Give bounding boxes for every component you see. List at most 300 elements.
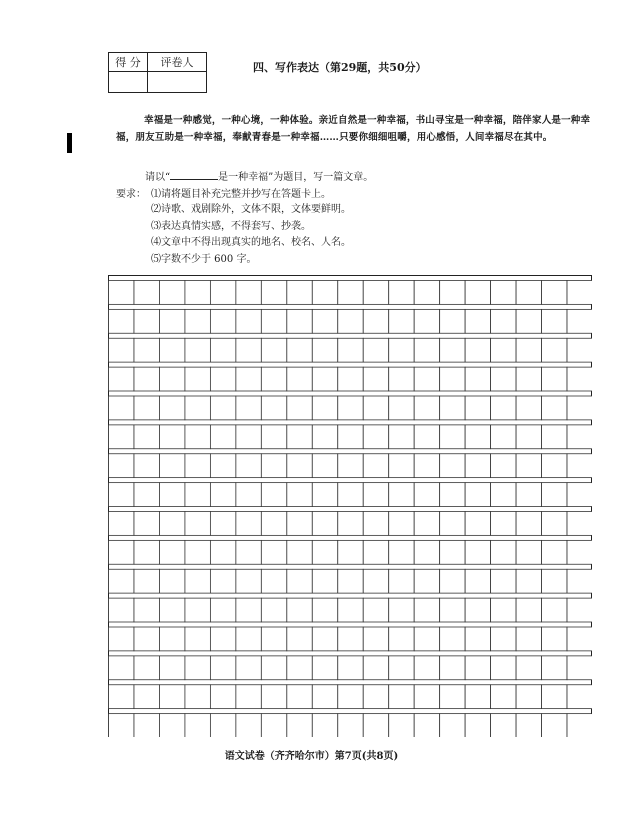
grid-cell[interactable] xyxy=(414,396,439,420)
grid-cell[interactable] xyxy=(159,714,184,737)
grid-cell[interactable] xyxy=(465,454,490,478)
grid-cell[interactable] xyxy=(261,627,286,651)
grid-cell[interactable] xyxy=(440,367,465,391)
grid-cell[interactable] xyxy=(516,425,541,449)
grid-cell[interactable] xyxy=(389,540,414,564)
grid-cell[interactable] xyxy=(134,656,159,680)
grid-cell[interactable] xyxy=(159,396,184,420)
grid-cell[interactable] xyxy=(338,483,363,507)
grid-cell[interactable] xyxy=(363,367,388,391)
grader-cell[interactable] xyxy=(148,72,207,93)
grid-cell[interactable] xyxy=(312,281,337,305)
grid-cell[interactable] xyxy=(236,338,261,362)
grid-cell[interactable] xyxy=(440,396,465,420)
grid-cell[interactable] xyxy=(312,425,337,449)
grid-cell[interactable] xyxy=(338,512,363,536)
grid-cell[interactable] xyxy=(516,569,541,593)
grid-cell[interactable] xyxy=(567,656,592,680)
grid-cell[interactable] xyxy=(134,367,159,391)
grid-cell[interactable] xyxy=(185,454,210,478)
grid-cell[interactable] xyxy=(210,309,235,333)
grid-cell[interactable] xyxy=(185,685,210,709)
grid-cell[interactable] xyxy=(567,454,592,478)
grid-cell[interactable] xyxy=(516,627,541,651)
grid-cell[interactable] xyxy=(363,598,388,622)
grid-cell[interactable] xyxy=(210,396,235,420)
grid-cell[interactable] xyxy=(414,367,439,391)
grid-cell[interactable] xyxy=(389,685,414,709)
grid-cell[interactable] xyxy=(542,627,567,651)
grid-cell[interactable] xyxy=(312,483,337,507)
grid-cell[interactable] xyxy=(516,338,541,362)
grid-cell[interactable] xyxy=(465,627,490,651)
grid-cell[interactable] xyxy=(440,512,465,536)
grid-cell[interactable] xyxy=(542,309,567,333)
grid-cell[interactable] xyxy=(414,627,439,651)
grid-cell[interactable] xyxy=(338,309,363,333)
grid-cell[interactable] xyxy=(389,598,414,622)
grid-cell[interactable] xyxy=(465,512,490,536)
grid-cell[interactable] xyxy=(159,338,184,362)
grid-cell[interactable] xyxy=(542,685,567,709)
grid-cell[interactable] xyxy=(491,454,516,478)
grid-cell[interactable] xyxy=(389,512,414,536)
title-blank[interactable] xyxy=(170,169,218,180)
grid-cell[interactable] xyxy=(287,338,312,362)
grid-cell[interactable] xyxy=(236,627,261,651)
grid-cell[interactable] xyxy=(542,396,567,420)
grid-cell[interactable] xyxy=(210,569,235,593)
grid-cell[interactable] xyxy=(134,512,159,536)
grid-cell[interactable] xyxy=(236,540,261,564)
grid-cell[interactable] xyxy=(312,396,337,420)
grid-cell[interactable] xyxy=(389,338,414,362)
grid-cell[interactable] xyxy=(134,309,159,333)
grid-cell[interactable] xyxy=(363,309,388,333)
grid-cell[interactable] xyxy=(440,540,465,564)
grid-cell[interactable] xyxy=(491,569,516,593)
grid-cell[interactable] xyxy=(287,367,312,391)
grid-cell[interactable] xyxy=(567,281,592,305)
grid-cell[interactable] xyxy=(185,309,210,333)
grid-cell[interactable] xyxy=(491,425,516,449)
grid-cell[interactable] xyxy=(287,569,312,593)
grid-cell[interactable] xyxy=(542,714,567,737)
grid-cell[interactable] xyxy=(236,685,261,709)
grid-cell[interactable] xyxy=(363,396,388,420)
grid-cell[interactable] xyxy=(109,483,134,507)
grid-cell[interactable] xyxy=(287,281,312,305)
grid-cell[interactable] xyxy=(236,656,261,680)
grid-cell[interactable] xyxy=(109,685,134,709)
grid-cell[interactable] xyxy=(261,483,286,507)
grid-cell[interactable] xyxy=(542,454,567,478)
grid-cell[interactable] xyxy=(210,656,235,680)
grid-cell[interactable] xyxy=(465,425,490,449)
grid-cell[interactable] xyxy=(465,338,490,362)
grid-cell[interactable] xyxy=(261,569,286,593)
grid-cell[interactable] xyxy=(338,656,363,680)
grid-cell[interactable] xyxy=(312,338,337,362)
grid-cell[interactable] xyxy=(261,396,286,420)
grid-cell[interactable] xyxy=(338,714,363,737)
grid-cell[interactable] xyxy=(542,540,567,564)
grid-cell[interactable] xyxy=(414,598,439,622)
grid-cell[interactable] xyxy=(312,685,337,709)
grid-cell[interactable] xyxy=(363,685,388,709)
grid-cell[interactable] xyxy=(516,367,541,391)
grid-cell[interactable] xyxy=(567,685,592,709)
grid-cell[interactable] xyxy=(542,598,567,622)
grid-cell[interactable] xyxy=(414,309,439,333)
grid-cell[interactable] xyxy=(542,367,567,391)
grid-cell[interactable] xyxy=(363,512,388,536)
grid-cell[interactable] xyxy=(414,512,439,536)
grid-cell[interactable] xyxy=(567,540,592,564)
grid-cell[interactable] xyxy=(185,425,210,449)
grid-cell[interactable] xyxy=(134,396,159,420)
grid-cell[interactable] xyxy=(389,656,414,680)
grid-cell[interactable] xyxy=(109,309,134,333)
grid-cell[interactable] xyxy=(134,714,159,737)
grid-cell[interactable] xyxy=(261,425,286,449)
grid-cell[interactable] xyxy=(363,569,388,593)
grid-cell[interactable] xyxy=(261,714,286,737)
grid-cell[interactable] xyxy=(516,454,541,478)
grid-cell[interactable] xyxy=(210,281,235,305)
grid-cell[interactable] xyxy=(261,685,286,709)
grid-cell[interactable] xyxy=(236,425,261,449)
grid-cell[interactable] xyxy=(134,483,159,507)
grid-cell[interactable] xyxy=(210,685,235,709)
grid-cell[interactable] xyxy=(287,714,312,737)
grid-cell[interactable] xyxy=(389,714,414,737)
grid-cell[interactable] xyxy=(185,540,210,564)
grid-cell[interactable] xyxy=(465,396,490,420)
grid-cell[interactable] xyxy=(363,483,388,507)
grid-cell[interactable] xyxy=(159,309,184,333)
grid-cell[interactable] xyxy=(516,396,541,420)
grid-cell[interactable] xyxy=(185,627,210,651)
grid-cell[interactable] xyxy=(389,425,414,449)
grid-cell[interactable] xyxy=(185,338,210,362)
grid-cell[interactable] xyxy=(567,512,592,536)
grid-cell[interactable] xyxy=(491,309,516,333)
grid-cell[interactable] xyxy=(210,540,235,564)
grid-cell[interactable] xyxy=(261,512,286,536)
grid-cell[interactable] xyxy=(440,281,465,305)
grid-cell[interactable] xyxy=(159,656,184,680)
grid-cell[interactable] xyxy=(414,685,439,709)
grid-cell[interactable] xyxy=(261,338,286,362)
grid-cell[interactable] xyxy=(542,512,567,536)
grid-cell[interactable] xyxy=(134,540,159,564)
grid-cell[interactable] xyxy=(338,281,363,305)
grid-cell[interactable] xyxy=(389,569,414,593)
grid-cell[interactable] xyxy=(338,569,363,593)
grid-cell[interactable] xyxy=(109,512,134,536)
grid-cell[interactable] xyxy=(312,627,337,651)
grid-cell[interactable] xyxy=(159,367,184,391)
grid-cell[interactable] xyxy=(287,396,312,420)
grid-cell[interactable] xyxy=(440,454,465,478)
grid-cell[interactable] xyxy=(338,338,363,362)
grid-cell[interactable] xyxy=(440,425,465,449)
grid-cell[interactable] xyxy=(287,656,312,680)
grid-cell[interactable] xyxy=(210,512,235,536)
grid-cell[interactable] xyxy=(109,396,134,420)
grid-cell[interactable] xyxy=(516,281,541,305)
grid-cell[interactable] xyxy=(312,512,337,536)
grid-cell[interactable] xyxy=(210,367,235,391)
grid-cell[interactable] xyxy=(134,454,159,478)
grid-cell[interactable] xyxy=(134,338,159,362)
grid-cell[interactable] xyxy=(567,714,592,737)
grid-cell[interactable] xyxy=(516,685,541,709)
grid-cell[interactable] xyxy=(159,454,184,478)
grid-cell[interactable] xyxy=(159,685,184,709)
grid-cell[interactable] xyxy=(109,338,134,362)
grid-cell[interactable] xyxy=(414,569,439,593)
grid-cell[interactable] xyxy=(159,569,184,593)
grid-cell[interactable] xyxy=(491,483,516,507)
grid-cell[interactable] xyxy=(465,281,490,305)
grid-cell[interactable] xyxy=(516,483,541,507)
grid-cell[interactable] xyxy=(236,367,261,391)
grid-cell[interactable] xyxy=(210,425,235,449)
grid-cell[interactable] xyxy=(389,454,414,478)
grid-cell[interactable] xyxy=(287,598,312,622)
grid-cell[interactable] xyxy=(109,454,134,478)
grid-cell[interactable] xyxy=(516,598,541,622)
grid-cell[interactable] xyxy=(261,367,286,391)
grid-cell[interactable] xyxy=(389,309,414,333)
grid-cell[interactable] xyxy=(363,454,388,478)
grid-cell[interactable] xyxy=(261,656,286,680)
grid-cell[interactable] xyxy=(414,483,439,507)
grid-cell[interactable] xyxy=(363,656,388,680)
grid-cell[interactable] xyxy=(465,685,490,709)
grid-cell[interactable] xyxy=(491,281,516,305)
grid-cell[interactable] xyxy=(236,512,261,536)
grid-cell[interactable] xyxy=(159,512,184,536)
grid-cell[interactable] xyxy=(465,598,490,622)
grid-cell[interactable] xyxy=(338,454,363,478)
grid-cell[interactable] xyxy=(109,598,134,622)
grid-cell[interactable] xyxy=(567,627,592,651)
grid-cell[interactable] xyxy=(236,454,261,478)
grid-cell[interactable] xyxy=(389,483,414,507)
grid-cell[interactable] xyxy=(363,714,388,737)
grid-cell[interactable] xyxy=(440,685,465,709)
grid-cell[interactable] xyxy=(363,281,388,305)
grid-cell[interactable] xyxy=(312,714,337,737)
grid-cell[interactable] xyxy=(440,714,465,737)
grid-cell[interactable] xyxy=(414,540,439,564)
grid-cell[interactable] xyxy=(159,281,184,305)
grid-cell[interactable] xyxy=(210,627,235,651)
grid-cell[interactable] xyxy=(338,598,363,622)
grid-cell[interactable] xyxy=(287,627,312,651)
grid-cell[interactable] xyxy=(389,367,414,391)
grid-cell[interactable] xyxy=(338,685,363,709)
grid-cell[interactable] xyxy=(134,281,159,305)
grid-cell[interactable] xyxy=(542,483,567,507)
grid-cell[interactable] xyxy=(465,483,490,507)
grid-cell[interactable] xyxy=(389,396,414,420)
grid-cell[interactable] xyxy=(109,367,134,391)
grid-cell[interactable] xyxy=(440,309,465,333)
grid-cell[interactable] xyxy=(185,656,210,680)
grid-cell[interactable] xyxy=(440,338,465,362)
grid-cell[interactable] xyxy=(542,338,567,362)
grid-cell[interactable] xyxy=(185,281,210,305)
grid-cell[interactable] xyxy=(210,598,235,622)
grid-cell[interactable] xyxy=(363,425,388,449)
grid-cell[interactable] xyxy=(465,309,490,333)
grid-cell[interactable] xyxy=(312,598,337,622)
writing-grid[interactable] xyxy=(108,275,592,737)
grid-cell[interactable] xyxy=(312,367,337,391)
grid-cell[interactable] xyxy=(414,656,439,680)
grid-cell[interactable] xyxy=(159,425,184,449)
grid-cell[interactable] xyxy=(491,540,516,564)
grid-cell[interactable] xyxy=(109,714,134,737)
grid-cell[interactable] xyxy=(185,512,210,536)
grid-cell[interactable] xyxy=(134,425,159,449)
grid-cell[interactable] xyxy=(542,656,567,680)
grid-cell[interactable] xyxy=(236,714,261,737)
grid-cell[interactable] xyxy=(516,656,541,680)
grid-cell[interactable] xyxy=(567,338,592,362)
grid-cell[interactable] xyxy=(491,367,516,391)
grid-cell[interactable] xyxy=(134,685,159,709)
grid-cell[interactable] xyxy=(236,396,261,420)
grid-cell[interactable] xyxy=(261,540,286,564)
grid-cell[interactable] xyxy=(236,483,261,507)
grid-cell[interactable] xyxy=(287,454,312,478)
grid-cell[interactable] xyxy=(261,598,286,622)
grid-cell[interactable] xyxy=(491,627,516,651)
grid-cell[interactable] xyxy=(414,338,439,362)
grid-cell[interactable] xyxy=(389,281,414,305)
grid-cell[interactable] xyxy=(312,540,337,564)
grid-cell[interactable] xyxy=(516,512,541,536)
grid-cell[interactable] xyxy=(516,540,541,564)
grid-cell[interactable] xyxy=(491,598,516,622)
grid-cell[interactable] xyxy=(134,569,159,593)
grid-cell[interactable] xyxy=(312,569,337,593)
grid-cell[interactable] xyxy=(542,569,567,593)
grid-cell[interactable] xyxy=(465,569,490,593)
grid-cell[interactable] xyxy=(185,598,210,622)
grid-cell[interactable] xyxy=(287,483,312,507)
grid-cell[interactable] xyxy=(261,454,286,478)
grid-cell[interactable] xyxy=(287,512,312,536)
grid-cell[interactable] xyxy=(109,627,134,651)
grid-cell[interactable] xyxy=(567,483,592,507)
grid-cell[interactable] xyxy=(210,714,235,737)
grid-cell[interactable] xyxy=(185,569,210,593)
grid-cell[interactable] xyxy=(440,627,465,651)
grid-cell[interactable] xyxy=(567,569,592,593)
grid-cell[interactable] xyxy=(134,627,159,651)
grid-cell[interactable] xyxy=(109,425,134,449)
grid-cell[interactable] xyxy=(338,367,363,391)
grid-cell[interactable] xyxy=(261,309,286,333)
grid-cell[interactable] xyxy=(465,656,490,680)
grid-cell[interactable] xyxy=(134,598,159,622)
grid-cell[interactable] xyxy=(210,454,235,478)
grid-cell[interactable] xyxy=(338,425,363,449)
grid-cell[interactable] xyxy=(236,281,261,305)
grid-cell[interactable] xyxy=(414,714,439,737)
grid-cell[interactable] xyxy=(109,656,134,680)
grid-cell[interactable] xyxy=(185,367,210,391)
grid-cell[interactable] xyxy=(287,540,312,564)
grid-cell[interactable] xyxy=(287,309,312,333)
grid-cell[interactable] xyxy=(338,540,363,564)
grid-cell[interactable] xyxy=(491,656,516,680)
grid-cell[interactable] xyxy=(363,338,388,362)
grid-cell[interactable] xyxy=(491,512,516,536)
grid-cell[interactable] xyxy=(109,540,134,564)
grid-cell[interactable] xyxy=(210,483,235,507)
grid-cell[interactable] xyxy=(491,396,516,420)
grid-cell[interactable] xyxy=(185,483,210,507)
grid-cell[interactable] xyxy=(414,454,439,478)
grid-cell[interactable] xyxy=(440,656,465,680)
grid-cell[interactable] xyxy=(440,569,465,593)
grid-cell[interactable] xyxy=(236,309,261,333)
grid-cell[interactable] xyxy=(567,367,592,391)
grid-cell[interactable] xyxy=(491,714,516,737)
grid-cell[interactable] xyxy=(338,396,363,420)
grid-cell[interactable] xyxy=(567,309,592,333)
grid-cell[interactable] xyxy=(491,685,516,709)
grid-cell[interactable] xyxy=(491,338,516,362)
grid-cell[interactable] xyxy=(363,627,388,651)
grid-cell[interactable] xyxy=(236,569,261,593)
grid-cell[interactable] xyxy=(389,627,414,651)
grid-cell[interactable] xyxy=(185,714,210,737)
grid-cell[interactable] xyxy=(567,425,592,449)
grid-cell[interactable] xyxy=(465,714,490,737)
grid-cell[interactable] xyxy=(363,540,388,564)
grid-cell[interactable] xyxy=(210,338,235,362)
grid-cell[interactable] xyxy=(567,396,592,420)
grid-cell[interactable] xyxy=(312,656,337,680)
grid-cell[interactable] xyxy=(567,598,592,622)
grid-cell[interactable] xyxy=(465,540,490,564)
grid-cell[interactable] xyxy=(414,281,439,305)
grid-cell[interactable] xyxy=(542,425,567,449)
grid-cell[interactable] xyxy=(542,281,567,305)
grid-cell[interactable] xyxy=(109,569,134,593)
score-cell[interactable] xyxy=(109,72,148,93)
grid-cell[interactable] xyxy=(159,540,184,564)
grid-cell[interactable] xyxy=(312,454,337,478)
grid-cell[interactable] xyxy=(185,396,210,420)
grid-cell[interactable] xyxy=(159,598,184,622)
grid-cell[interactable] xyxy=(516,714,541,737)
grid-cell[interactable] xyxy=(516,309,541,333)
grid-cell[interactable] xyxy=(159,627,184,651)
grid-cell[interactable] xyxy=(440,483,465,507)
grid-cell[interactable] xyxy=(287,425,312,449)
grid-cell[interactable] xyxy=(465,367,490,391)
grid-cell[interactable] xyxy=(440,598,465,622)
